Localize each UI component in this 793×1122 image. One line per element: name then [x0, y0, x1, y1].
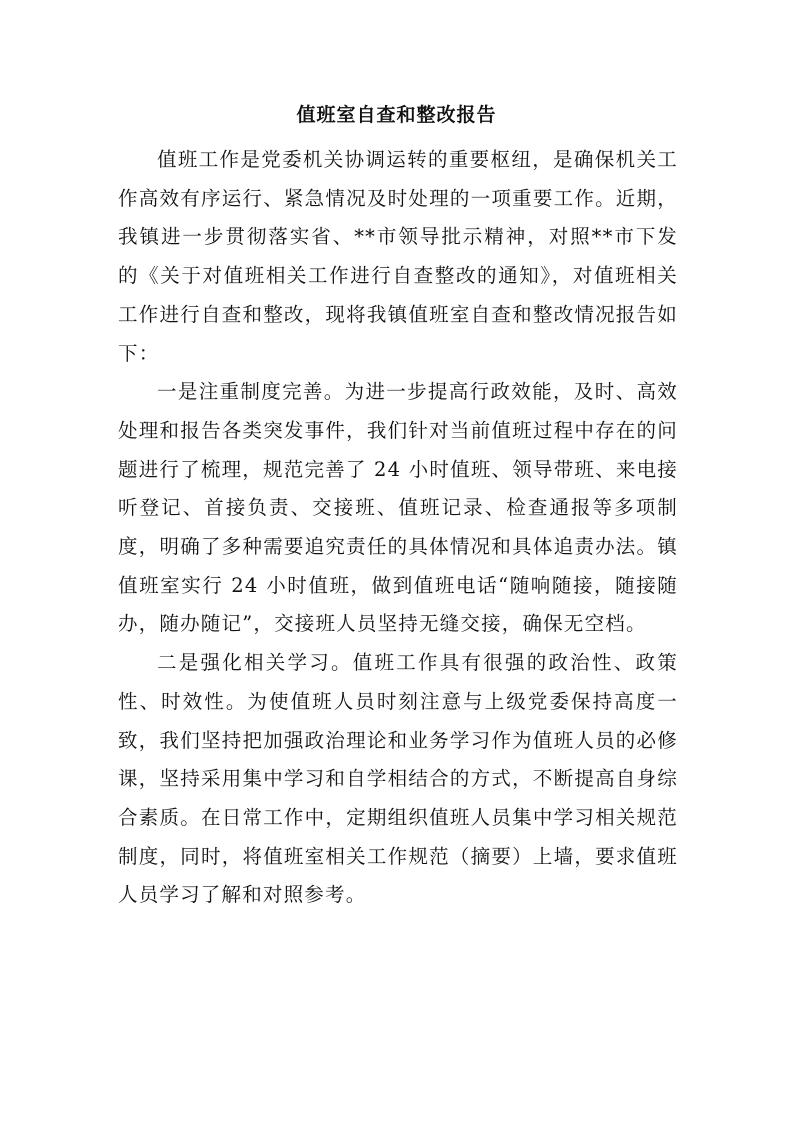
document-body — [118, 141, 678, 915]
paragraph-study-strengthening: 二是强化相关学习。值班工作具有很强的政治性、政策性、时效性。为使值班人员时刻注意与上级党委保持高度一致，我们坚持把加强政治理论和业务学习作为值班人员的必修课，坚持采用集中学习和自学相结合的方式，不断提高自身综合素质。在日常工作中，定期组织值班人员集中学习相关规范制度，同时，将值班室相关工作规范（摘要）上墙，要求值班人员学习了解和对照参考。 — [118, 651, 678, 907]
paragraph-system-improvement: 一是注重制度完善。为进一步提高行政效能，及时、高效处理和报告各类突发事件，我们针对当前值班过程中存在的问题进行了梳理，规范完善了 24 小时值班、领导带班、来电接听登记、首接负责、交接班、值班记录、检查通报等多项制度，明确了多种需要追究责任的具体情况和具体追责办法。镇值班室实行 24 小时值班，做到值班电话“随响随接，随接随办，随办随记”，交接班人员坚持无缝交接，确保无空档。 — [118, 380, 678, 636]
document-title: 值班室自查和整改报告 — [296, 104, 497, 126]
paragraph-intro: 值班工作是党委机关协调运转的重要枢纽，是确保机关工作高效有序运行、紧急情况及时处理的一项重要工作。近期，我镇进一步贯彻落实省、**市领导批示精神，对照**市下发的《关于对值班相关工作进行自查整改的通知》，对值班相关工作进行自查和整改，现将我镇值班室自查和整改情况报告如下： — [118, 148, 678, 365]
